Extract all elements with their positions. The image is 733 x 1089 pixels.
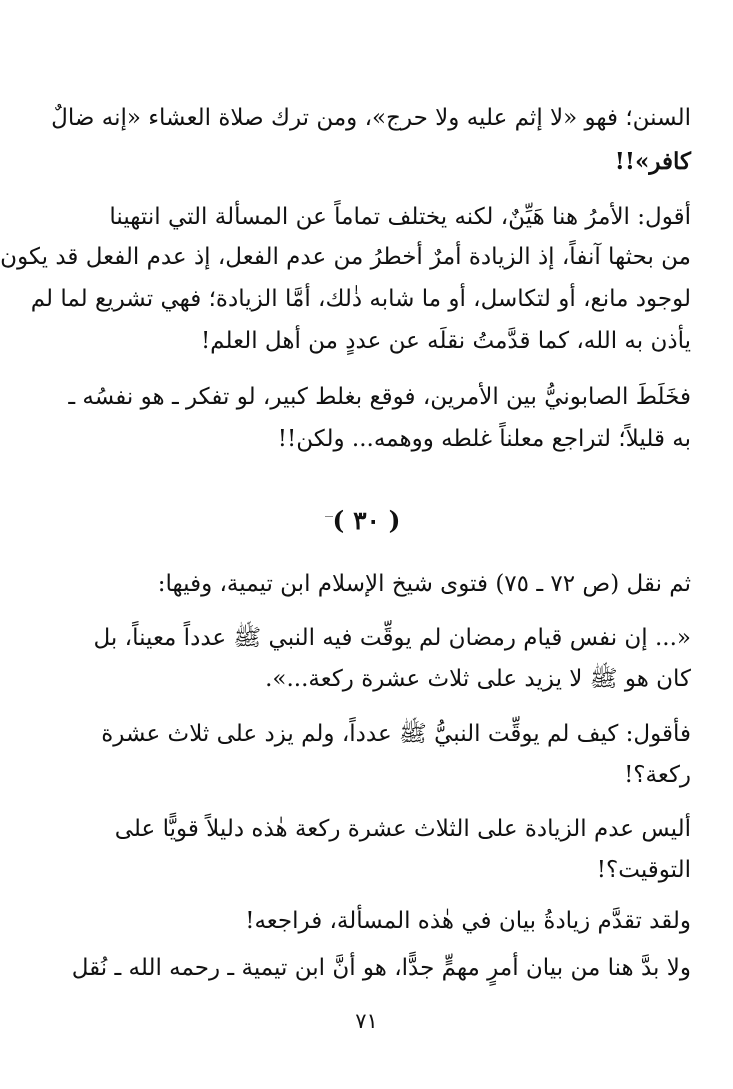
text-line: فأقول: كيف لم يوقِّت النبيُّ ﷺ عدداً، ولم يزد على ثلاث عشرة	[101, 721, 691, 747]
text-line: ولا بدَّ هنا من بيان أمرٍ مهمٍّ جدًّا، هو أنَّ ابن تيمية ـ رحمه الله ـ نُقل	[71, 955, 691, 981]
section-heading: ( ٣٠ )	[332, 506, 401, 535]
text-line: من بحثها آنفاً، إذ الزيادة أمرٌ أخطرُ من عدم الفعل، إذ عدم الفعل قد يكون	[0, 244, 691, 270]
text-line: كان هو ﷺ لا يزيد على ثلاث عشرة ركعة...».	[265, 666, 691, 692]
text-line: ولقد تقدَّم زيادةُ بيان في هٰذه المسألة، فراجعه!	[245, 908, 691, 934]
text-line: أليس عدم الزيادة على الثلاث عشرة ركعة هٰذه دليلاً قويًّا على	[114, 816, 691, 842]
text-line: فخَلَطَ الصابونيُّ بين الأمرين، فوقع بغلط كبير، لو تفكر ـ هو نفسُه ـ	[68, 384, 691, 410]
text-line: ركعة؟!	[624, 762, 691, 788]
text-line: السنن؛ فهو «لا إثم عليه ولا حرج»، ومن ترك صلاة العشاء «إنه ضالٌ	[51, 105, 691, 131]
text-line: أقول: الأمرُ هنا هَيِّنٌ، لكنه يختلف تماماً عن المسألة التي انتهينا	[109, 204, 691, 230]
text-line: التوقيت؟!	[596, 857, 691, 883]
text-line: كافر»!!	[614, 148, 691, 175]
text-line: لوجود مانع، أو لتكاسل، أو ما شابه ذٰلك، أمَّا الزيادة؛ فهي تشريع لما لم	[30, 286, 691, 312]
text-line: ثم نقل (ص ٧٢ ـ ٧٥) فتوى شيخ الإسلام ابن تيمية، وفيها:	[157, 571, 691, 597]
text-line: يأذن به الله، كما قدَّمتُ نقلَه عن عددٍ من أهل العلم!	[200, 328, 691, 354]
text-line: به قليلاً؛ لتراجع معلناً غلطه ووهمه... ولكن!!	[277, 426, 691, 452]
page-number: ٧١	[355, 1009, 378, 1033]
text-line: «... إن نفس قيام رمضان لم يوقِّت فيه النبي ﷺ عدداً معيناً، بل	[93, 625, 691, 651]
